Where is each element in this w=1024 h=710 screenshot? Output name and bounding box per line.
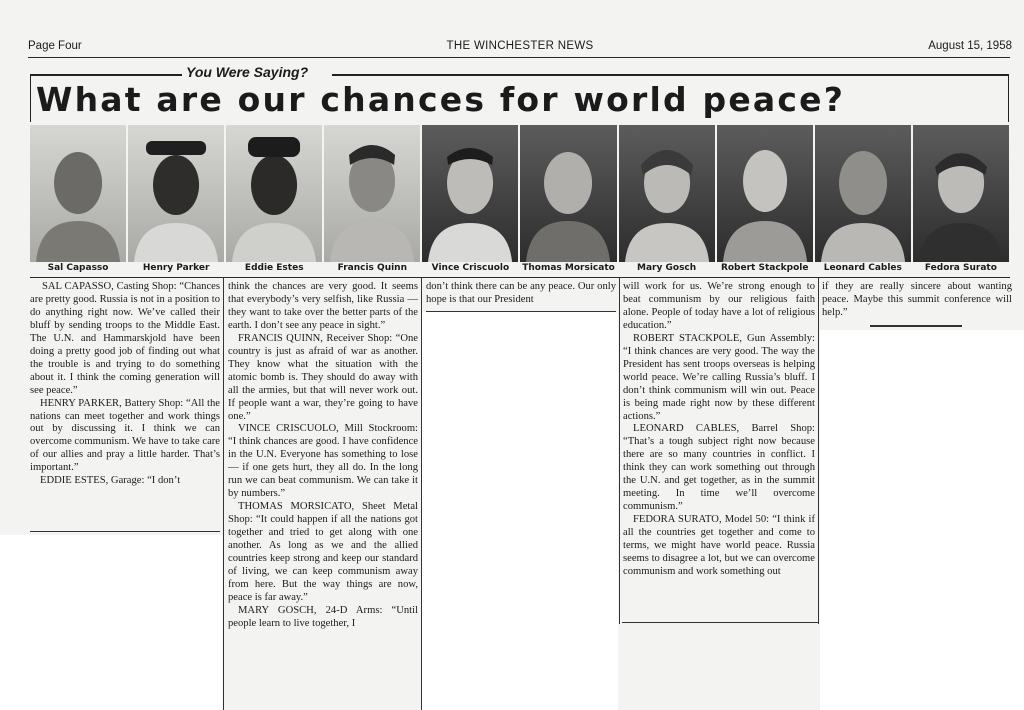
name-captions <box>30 263 1009 276</box>
paragraph: SAL CAPASSO, Casting Shop: “Chances are pretty good. Russia is not in a position to do anything right now. We’ve called their bluff by sending troops to the Middle East. The U.N. and Hammarskjold have been doing a pretty good job of finding out what the trouble is and trying to do something about it. I think the coming generation will see peace.” <box>30 281 220 396</box>
portrait-photo <box>717 125 813 262</box>
page-number: Page Four <box>28 40 82 52</box>
column-rule <box>223 278 224 710</box>
section-kicker: You Were Saying? <box>186 64 309 80</box>
caption-name: Eddie Estes <box>244 263 304 273</box>
masthead <box>28 40 1012 56</box>
portrait-photo <box>226 125 322 262</box>
paragraph: FRANCIS QUINN, Receiver Shop: “One country is just as afraid of war as another. They know what the situation with the atomic bomb is. They should do away with all the armies, but that will never work out. If people want a war, they’re going to have one.” <box>228 332 418 422</box>
caption-name: Leonard Cables <box>823 263 902 273</box>
portrait-photo <box>128 125 224 262</box>
kicker-rule-left <box>30 74 182 76</box>
paragraph: ROBERT STACKPOLE, Gun Assembly: “I think chances are very good. The way the President has sent troops overseas is helping world peace. We’re calling Russia’s bluff. I don’t think communism will win out. Peace is being made right now by these different actions.” <box>623 332 815 422</box>
column-rule <box>421 278 422 710</box>
column-rule <box>619 278 620 624</box>
article-column-3 <box>426 281 616 307</box>
caption-name: Vince Criscuolo <box>431 263 510 273</box>
caption-name: Thomas Morsicato <box>522 263 615 273</box>
paragraph: HENRY PARKER, Battery Shop: “All the nations can meet together and work things out by discussing it. I think we can overcome communism. We have to take care of our allies and pray a little harder. That’s important.” <box>30 397 220 474</box>
column-end-rule <box>426 311 616 312</box>
column-end-rule <box>30 531 220 532</box>
paper-margin-right <box>820 330 1024 710</box>
paragraph: THOMAS MORSICATO, Sheet Metal Shop: “It could happen if all the nations got together and tried to get along with one another. As long as we and the allied countries keep strong and keep our standard of living, we can keep communism away from here. But the way things are now, peace is far away.” <box>228 501 418 603</box>
portrait-photo <box>520 125 616 262</box>
paragraph: if they are really sincere about wanting peace. Maybe this summit conference will help.” <box>822 281 1012 318</box>
paragraph: EDDIE ESTES, Garage: “I don’t <box>40 475 181 487</box>
issue-date: August 15, 1958 <box>928 40 1012 52</box>
article-column-5 <box>822 281 1012 320</box>
paper-margin-bottom <box>422 312 618 710</box>
paragraph: MARY GOSCH, 24-D Arms: “Until people learn to live together, I <box>228 604 418 629</box>
paper-margin-left <box>0 535 222 710</box>
caption-name: Mary Gosch <box>637 263 697 273</box>
caption-name: Robert Stackpole <box>720 263 809 273</box>
paragraph: LEONARD CABLES, Barrel Shop: “That’s a tough subject right now because there are so many countries in conflict. I think they can work something out through the U.N. and get together, as in the summit meeting. In time we’ll overcome communism.” <box>623 423 815 513</box>
article-column-4 <box>623 281 815 579</box>
caption-rule <box>30 277 1010 278</box>
paragraph: don’t think there can be any peace. Our only hope is that our President <box>426 281 616 305</box>
article-column-1 <box>30 281 220 488</box>
portrait-photo <box>30 125 126 262</box>
caption-name: Francis Quinn <box>337 263 407 273</box>
paragraph: will work for us. We’re strong enough to beat communism by our religious faith alone. People of today have a lot of religious education.” <box>623 281 815 331</box>
portrait-photo <box>815 125 911 262</box>
portrait-photo <box>324 125 420 262</box>
caption-name: Sal Capasso <box>47 263 109 273</box>
portrait-photo <box>619 125 715 262</box>
newspaper-title: THE WINCHESTER NEWS <box>446 40 594 52</box>
portrait-photo <box>422 125 518 262</box>
article-end-rule <box>870 325 962 327</box>
kicker-rule-right <box>332 74 1008 76</box>
column-end-rule <box>622 622 818 623</box>
caption-name: Fedora Surato <box>924 263 997 273</box>
headline: What are our chances for world peace? <box>36 80 846 119</box>
paragraph: VINCE CRISCUOLO, Mill Stockroom: “I think chances are good. I have confidence in the U.N. Everyone has something to lose — if one gets hurt, they all do. In the long run we can beat communism. We can take it by numbers.” <box>228 423 418 500</box>
portrait-row <box>30 125 1009 262</box>
paragraph: FEDORA SURATO, Model 50: “I think if all the countries get together and come to terms, we might have world peace. Russia seems to disagree a lot, but we can overcome communism and work something out <box>623 514 815 577</box>
portrait-photo <box>913 125 1009 262</box>
paragraph: think the chances are very good. It seems that everybody’s very selfish, like Russia — they want to take over the better parts of the earth. I don’t see any peace in sight.” <box>228 281 418 331</box>
column-rule <box>818 278 819 624</box>
caption-name: Henry Parker <box>142 263 210 273</box>
article-column-2 <box>228 281 418 631</box>
masthead-rule <box>28 57 1010 58</box>
